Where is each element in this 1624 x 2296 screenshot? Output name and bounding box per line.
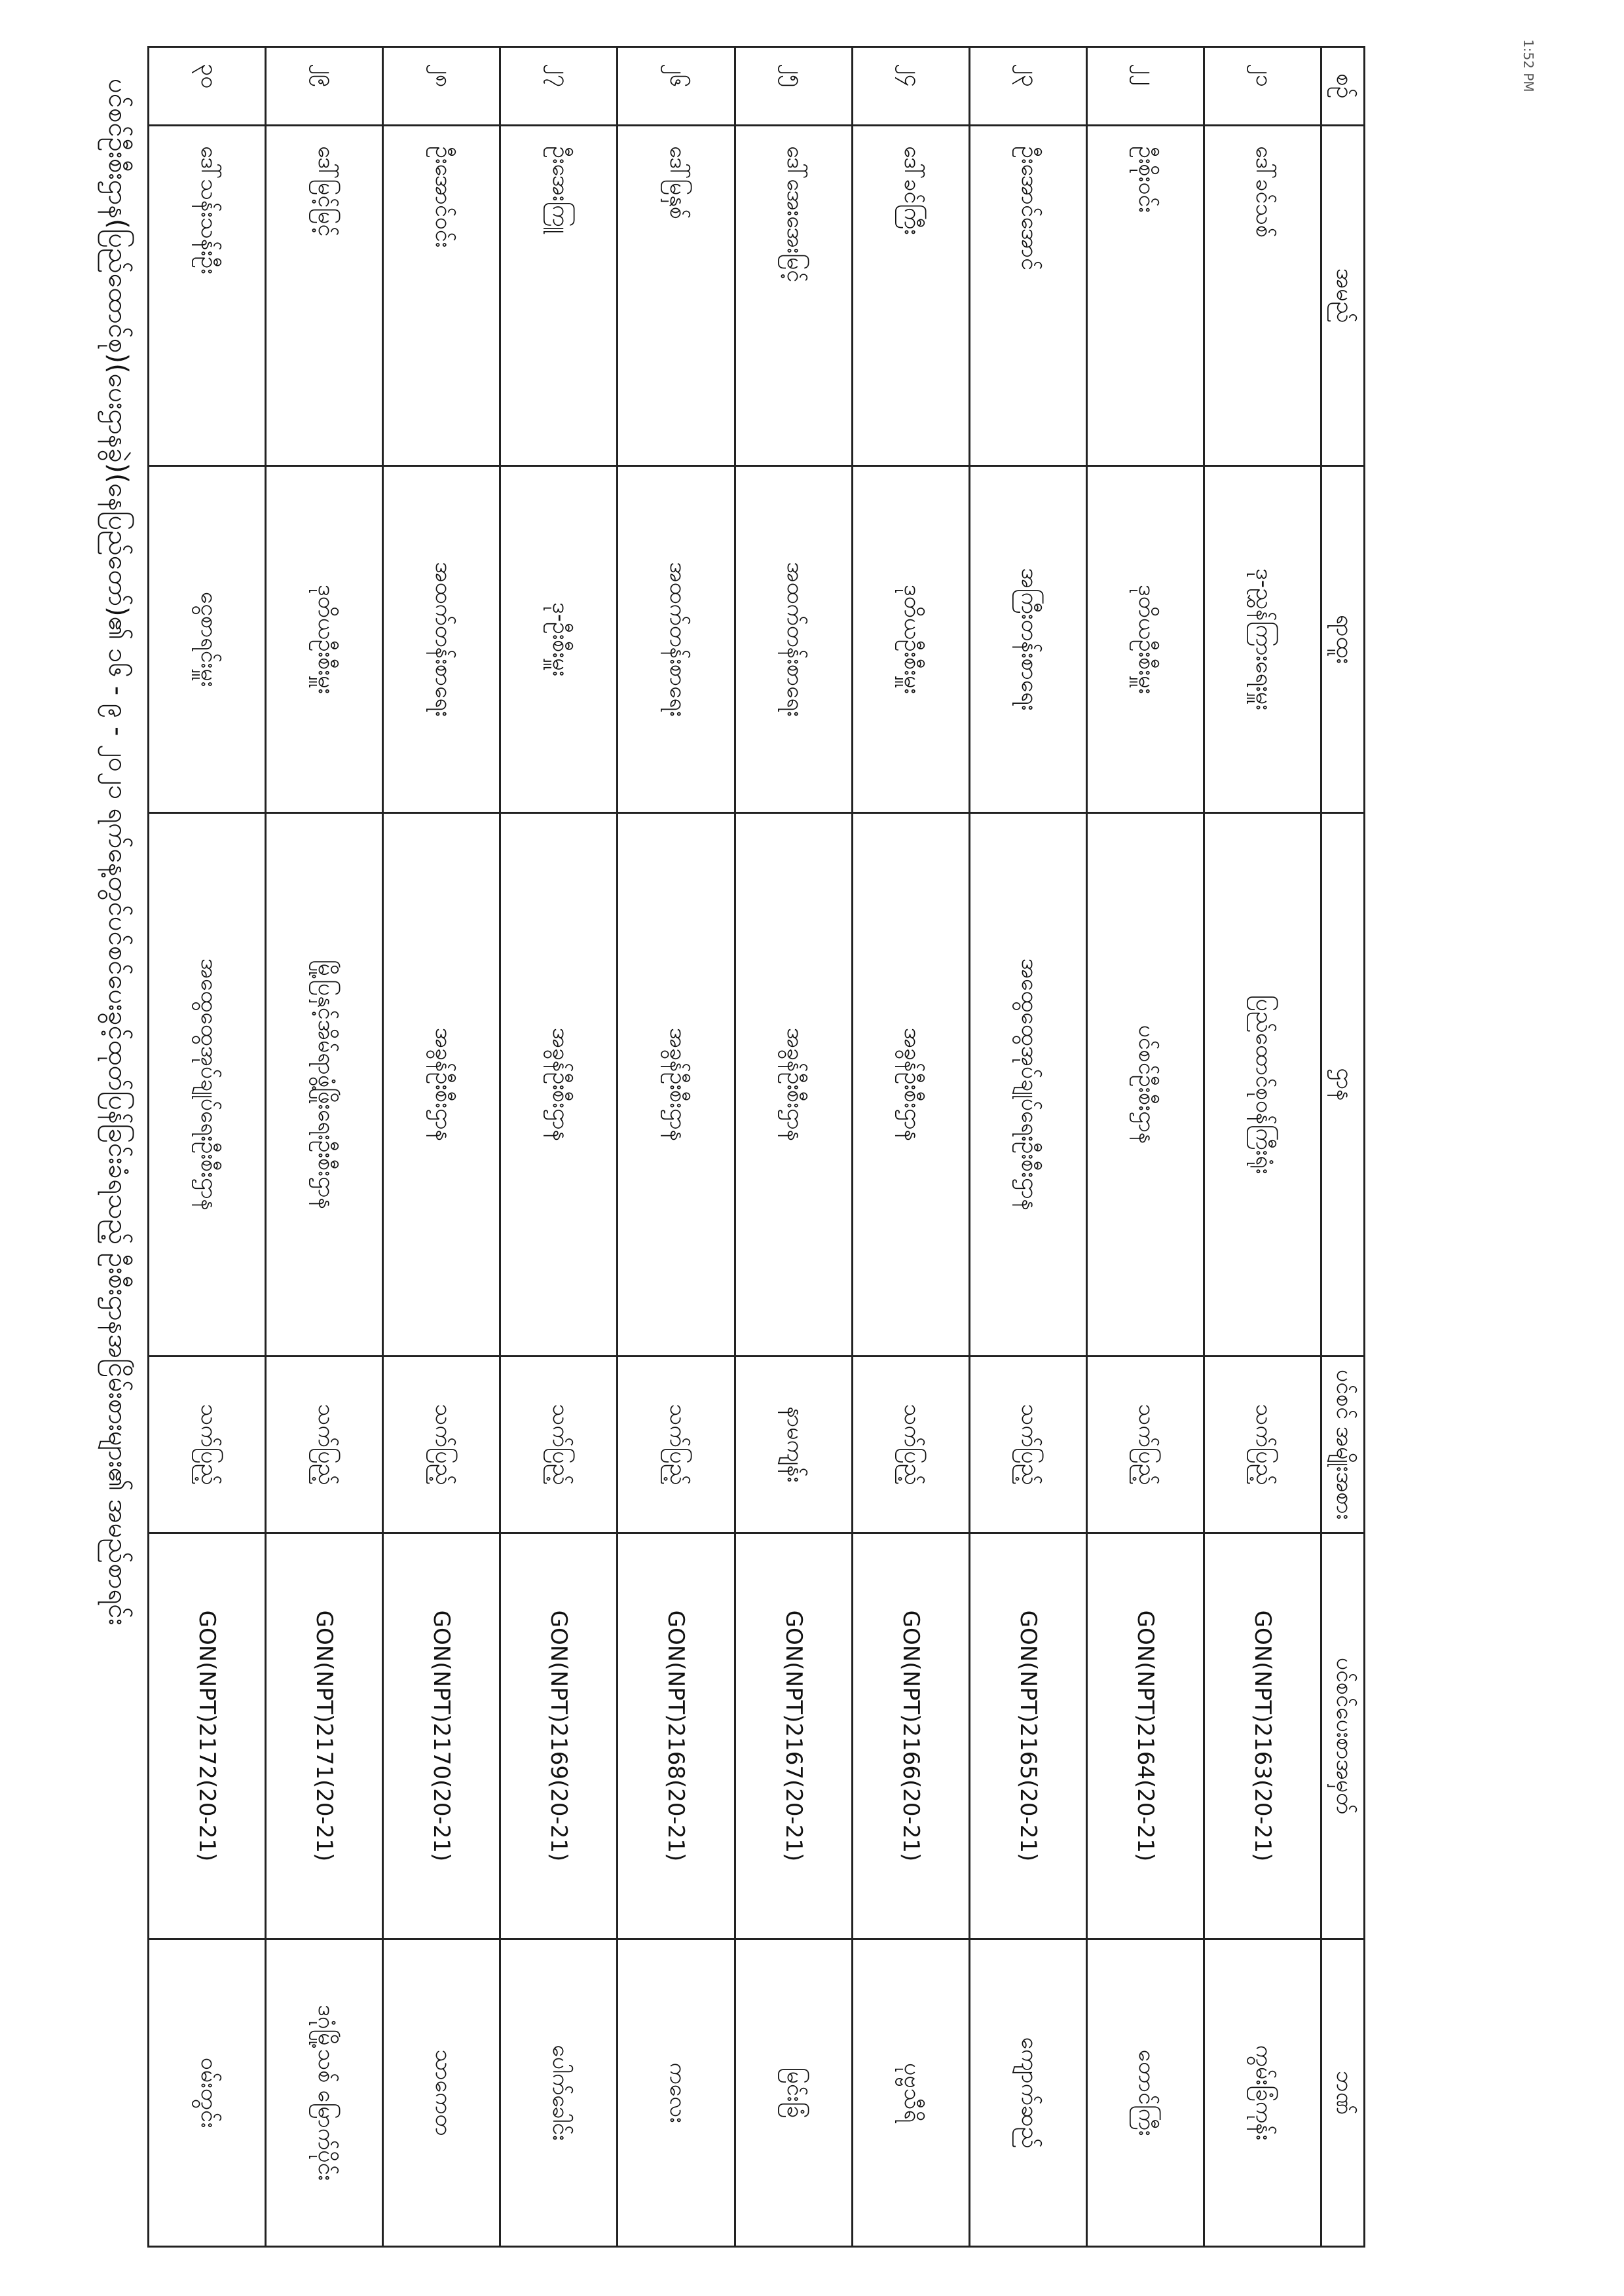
table-row [735,47,852,2247]
table-row [149,47,266,2247]
row-rank: အထက်တန်းစာရေး [383,466,500,813]
row-order-number: GON(NPT)2167(20-21) [735,1533,852,1939]
header-order-number: ပင်စင်ပေးစာအမှတ် [1321,1533,1365,1939]
table-row [1204,47,1321,2247]
row-department: မြို့ပြနှင့်အိမ်ရာဖွံ့ဖြိုးရေးဦးစီးဌာန [266,813,383,1357]
row-no: ၃၀ [149,47,266,126]
header-department: ဌာန [1321,813,1365,1357]
row-order-number: GON(NPT)2172(20-21) [149,1533,266,1939]
row-rank: ဒုတိယဦးစီးမှူး [1086,466,1204,813]
row-no: ၂၂ [1086,47,1204,126]
table-row [500,47,618,2247]
row-no: ၂၁ [1204,47,1321,126]
row-name: ဦးအေးကြူ [500,126,618,466]
header-pension-type: ပင်စင် အမျိုးအစား [1321,1357,1365,1533]
row-order-number: GON(NPT)2164(20-21) [1086,1533,1204,1939]
row-pension-type: သက်ပြည့် [149,1357,266,1533]
row-pension-type: သက်ပြည့် [852,1357,969,1533]
row-rank: ဒုတိယဦးစီးမှူး [852,466,969,813]
row-pension-type: သက်ပြည့် [1204,1357,1321,1533]
row-pension-type: သက်ပြည့် [500,1357,618,1533]
table-row [852,47,969,2247]
row-town: ဒဂုံမြို့သစ် မြောက်ပိုင်း [266,1939,383,2247]
row-name: ဦးစိုးဝင်း [1086,126,1204,466]
row-order-number: GON(NPT)2168(20-21) [618,1533,735,1939]
document-title: ပင်စင်ဦးစီးဌာန(ပြည်ထောင်စု)(ပေးဌာနခွဲ)(နေပြည်တော်)၏ ၁၆ - ၉ - ၂၀၂၁ ရက်နေ့တွင်ပင်စင်ပေးခွင့်ထုတ်ပြန်ခြင်းခံရသည့် ဦးစီးဌာနအငြိမ်းစားများ၏ အမည်စာရင်း [103,79,133,1626]
row-name: ဒေါ်အေးအေးမြင့် [735,126,852,466]
row-no: ၂၆ [618,47,735,126]
table-row [969,47,1086,2247]
row-rank: ငွေစာရင်းမှူး [149,466,266,813]
row-town: ကွမ်းခြံကုန်း [1204,1939,1321,2247]
row-department: အထွေထွေအုပ်ချုပ်ရေးဦးစီးဌာန [149,813,266,1357]
row-order-number: GON(NPT)2166(20-21) [852,1533,969,1939]
print-time-stamp: 1:52 PM [1521,39,1536,92]
row-department: ပြည်ထောင်စုဝန်ကြီးရုံး [1204,813,1321,1357]
row-rank: ဒုတိယဦးစီးမှူး [266,466,383,813]
row-rank: ဒု-ဦးစီးမှူး [500,466,618,813]
row-no: ၂၉ [266,47,383,126]
row-town: ကလေး [618,1939,735,2247]
table-row [1086,47,1204,2247]
row-department: ပင်စင်ဦးစီးဌာန [1086,813,1204,1357]
row-town: မြင်းခြံ [735,1939,852,2247]
table-row [266,47,383,2247]
row-town: သာကေတ [383,1939,500,2247]
row-rank: အထက်တန်းစာရေး [618,466,735,813]
row-no: ၂၄ [852,47,969,126]
header-rank: ရာထူး [1321,466,1365,813]
row-no: ၂၅ [735,47,852,126]
row-department: အခွန်ဦးစီးဌာန [500,813,618,1357]
table-header-row [1321,47,1365,2247]
row-name: ဒေါ်ခင်သစ် [1204,126,1321,466]
table-row [383,47,500,2247]
row-pension-type: သက်ပြည့် [618,1357,735,1533]
row-no: ၂၇ [500,47,618,126]
row-town: ပေါက်ခေါင်း [500,1939,618,2247]
row-rank: အကြီးတန်းစာရေး [969,466,1086,813]
row-town: တောင်ကြီး [1086,1939,1204,2247]
row-pension-type: သက်ပြည့် [1086,1357,1204,1533]
row-no: ၂၈ [383,47,500,126]
row-name: ဒေါ်ခင်ကြီး [852,126,969,466]
row-name: ဒေါ်သန်းသန်းဦး [149,126,266,466]
header-no: စဉ် [1321,47,1365,126]
rotated-page [0,39,1506,2265]
row-no: ၂၃ [969,47,1086,126]
row-name: ဦးအောင်ဝင်း [383,126,500,466]
row-town: ဝမ်းတွင်း [149,1939,266,2247]
row-order-number: GON(NPT)2171(20-21) [266,1533,383,1939]
table-row [618,47,735,2247]
row-order-number: GON(NPT)2163(20-21) [1204,1533,1321,1939]
row-order-number: GON(NPT)2169(20-21) [500,1533,618,1939]
row-pension-type: သက်ပြည့် [969,1357,1086,1533]
row-name: ဒေါ်မြနှစ် [618,126,735,466]
row-pension-type: သက်ပြည့် [383,1357,500,1533]
header-town: ဘဏ် [1321,1939,1365,2247]
row-department: အခွန်ဦးစီးဌာန [383,813,500,1357]
row-pension-type: သက်ပြည့် [266,1357,383,1533]
pension-register-table [147,46,1365,2248]
row-rank: ဒု-ညွှန်ကြားရေးမှူး [1204,466,1321,813]
row-order-number: GON(NPT)2165(20-21) [969,1533,1086,1939]
row-name: ဦးအောင်အောင် [969,126,1086,466]
row-town: ကျောက်ဆည် [969,1939,1086,2247]
row-pension-type: နာမကျန်း [735,1357,852,1533]
row-town: ပုဗ္ဗသီရိ [852,1939,969,2247]
row-department: အခွန်ဦးစီးဌာန [618,813,735,1357]
row-department: အခွန်ဦးစီးဌာန [852,813,969,1357]
row-order-number: GON(NPT)2170(20-21) [383,1533,500,1939]
row-department: အထွေထွေအုပ်ချုပ်ရေးဦးစီးဌာန [969,813,1086,1357]
row-department: အခွန်ဦးစီးဌာန [735,813,852,1357]
header-name: အမည် [1321,126,1365,466]
row-rank: အထက်တန်းစာရေး [735,466,852,813]
row-name: ဒေါ်မြင့်မြင့် [266,126,383,466]
